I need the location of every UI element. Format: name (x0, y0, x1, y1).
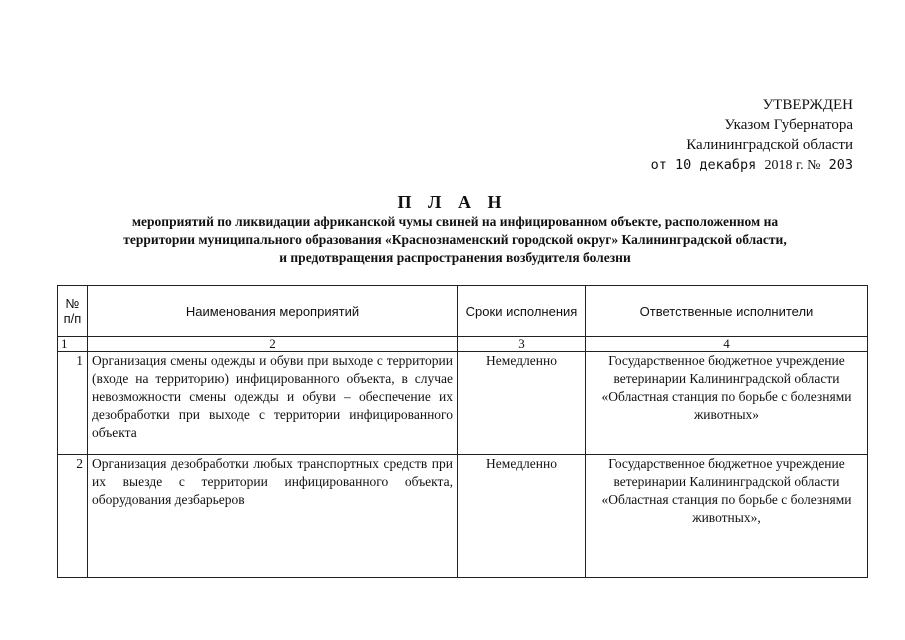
subtitle-line: и предотвращения распространения возбудителя болезни (279, 250, 631, 265)
plan-table (57, 285, 868, 578)
row-number: 1 (58, 352, 88, 455)
row-number: 2 (58, 455, 88, 578)
header-responsible: Ответственные исполнители (586, 286, 868, 337)
table-row (58, 455, 868, 578)
document-subtitle (60, 213, 850, 267)
document-title: П Л А Н (397, 192, 508, 212)
row-measure: Организация дезобработки любых транспортных средств при их выезде с территории инфицированного объекта, оборудования дезбарьеров (88, 455, 458, 578)
column-number: 4 (586, 337, 868, 352)
approval-by: Указом Губернатора (724, 117, 853, 133)
header-name: Наименования мероприятий (88, 286, 458, 337)
row-term: Немедленно (458, 352, 586, 455)
column-number-row (58, 337, 868, 352)
subtitle-line: территории муниципального образования «Краснознаменский городской округ» Калининградской области, (123, 232, 787, 247)
subtitle-line: мероприятий по ликвидации африканской чумы свиней на инфицированном объекте, расположенном на (131, 214, 779, 229)
approval-date-year: 2018 г. № (764, 158, 821, 173)
header-number: № п/п (58, 286, 88, 337)
row-responsible: Государственное бюджетное учреждение ветеринарии Калининградской области «Областная станция по борьбе с болезнями животных», (586, 455, 868, 578)
approval-date-prefix: от 10 декабря (650, 157, 757, 173)
row-measure: Организация смены одежды и обуви при выходе с территории (входе на территорию) инфицированного объекта, в случае невозможности смены одежды и обуви – обеспечение их дезобработки при выходе с территории инфицированного объекта (88, 352, 458, 455)
table-header-row (58, 286, 868, 337)
approval-stamp (651, 95, 853, 176)
table-row (58, 352, 868, 455)
header-term: Сроки исполнения (458, 286, 586, 337)
approval-approved: УТВЕРЖДЕН (762, 97, 853, 113)
approval-date-number: 203 (828, 157, 853, 173)
column-number: 1 (58, 337, 88, 352)
column-number: 2 (88, 337, 458, 352)
row-responsible: Государственное бюджетное учреждение ветеринарии Калининградской области «Областная станция по борьбе с болезнями животных» (586, 352, 868, 455)
approval-date (651, 155, 853, 176)
approval-region: Калининградской области (686, 137, 853, 153)
column-number: 3 (458, 337, 586, 352)
row-term: Немедленно (458, 455, 586, 578)
